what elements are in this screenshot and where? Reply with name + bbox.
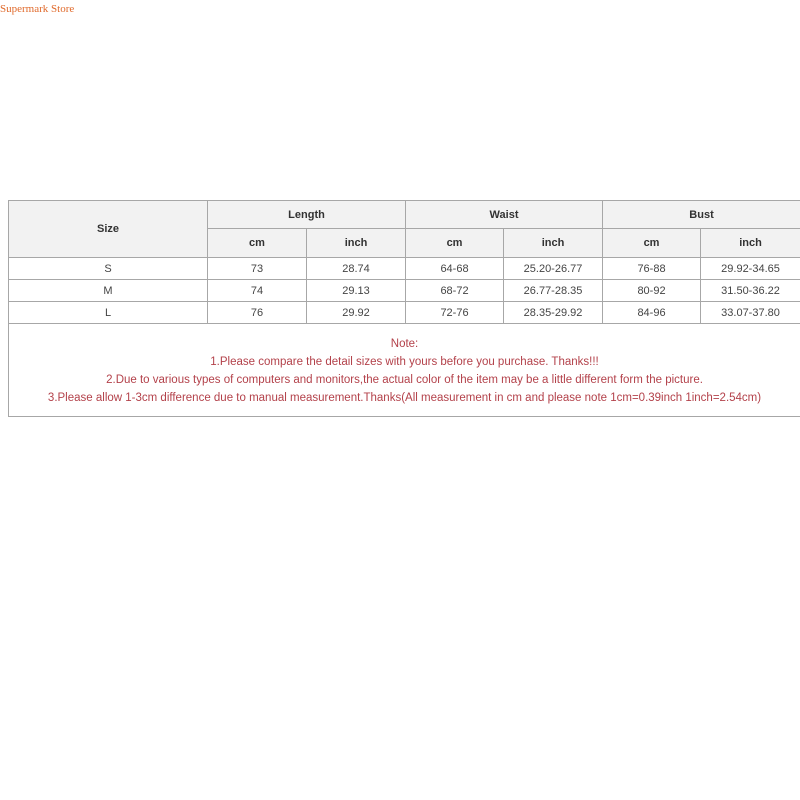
waist-group-header: Waist bbox=[406, 201, 603, 229]
notes-cell bbox=[9, 324, 800, 417]
length-inch-cell: 28.74 bbox=[307, 258, 406, 280]
length-inch-cell: 29.92 bbox=[307, 302, 406, 324]
bust-cm-cell: 76-88 bbox=[603, 258, 701, 280]
length-inch-header: inch bbox=[307, 229, 406, 258]
bust-cm-cell: 80-92 bbox=[603, 280, 701, 302]
waist-inch-cell: 25.20-26.77 bbox=[504, 258, 603, 280]
table-row bbox=[9, 258, 800, 280]
length-inch-cell: 29.13 bbox=[307, 280, 406, 302]
table-row bbox=[9, 302, 800, 324]
bust-cm-cell: 84-96 bbox=[603, 302, 701, 324]
length-cm-cell: 74 bbox=[208, 280, 307, 302]
bust-inch-cell: 29.92-34.65 bbox=[701, 258, 800, 280]
waist-cm-cell: 64-68 bbox=[406, 258, 504, 280]
note-line-2: 2.Due to various types of computers and monitors,the actual color of the item may be a little different form the picture. bbox=[106, 374, 703, 386]
store-watermark: Supermark Store bbox=[0, 3, 75, 15]
size-cell: S bbox=[9, 258, 208, 280]
waist-inch-header: inch bbox=[504, 229, 603, 258]
bust-inch-header: inch bbox=[701, 229, 800, 258]
length-cm-cell: 73 bbox=[208, 258, 307, 280]
bust-group-header: Bust bbox=[603, 201, 800, 229]
waist-cm-cell: 68-72 bbox=[406, 280, 504, 302]
note-title: Note: bbox=[390, 338, 419, 350]
length-cm-cell: 76 bbox=[208, 302, 307, 324]
bust-cm-header: cm bbox=[603, 229, 701, 258]
notes-row bbox=[9, 324, 800, 417]
header-row-groups bbox=[9, 201, 800, 229]
table-row bbox=[9, 280, 800, 302]
size-cell: L bbox=[9, 302, 208, 324]
size-cell: M bbox=[9, 280, 208, 302]
length-group-header: Length bbox=[208, 201, 406, 229]
waist-cm-header: cm bbox=[406, 229, 504, 258]
size-chart-table bbox=[8, 200, 800, 417]
bust-inch-cell: 31.50-36.22 bbox=[701, 280, 800, 302]
note-line-3: 3.Please allow 1-3cm difference due to manual measurement.Thanks(All measurement in cm and please note 1cm=0.39inch 1inch=2.54cm) bbox=[47, 392, 762, 404]
length-cm-header: cm bbox=[208, 229, 307, 258]
bust-inch-cell: 33.07-37.80 bbox=[701, 302, 800, 324]
waist-inch-cell: 28.35-29.92 bbox=[504, 302, 603, 324]
size-column-header: Size bbox=[9, 201, 208, 258]
note-line-1: 1.Please compare the detail sizes with yours before you purchase. Thanks!!! bbox=[210, 356, 599, 368]
waist-cm-cell: 72-76 bbox=[406, 302, 504, 324]
waist-inch-cell: 26.77-28.35 bbox=[504, 280, 603, 302]
